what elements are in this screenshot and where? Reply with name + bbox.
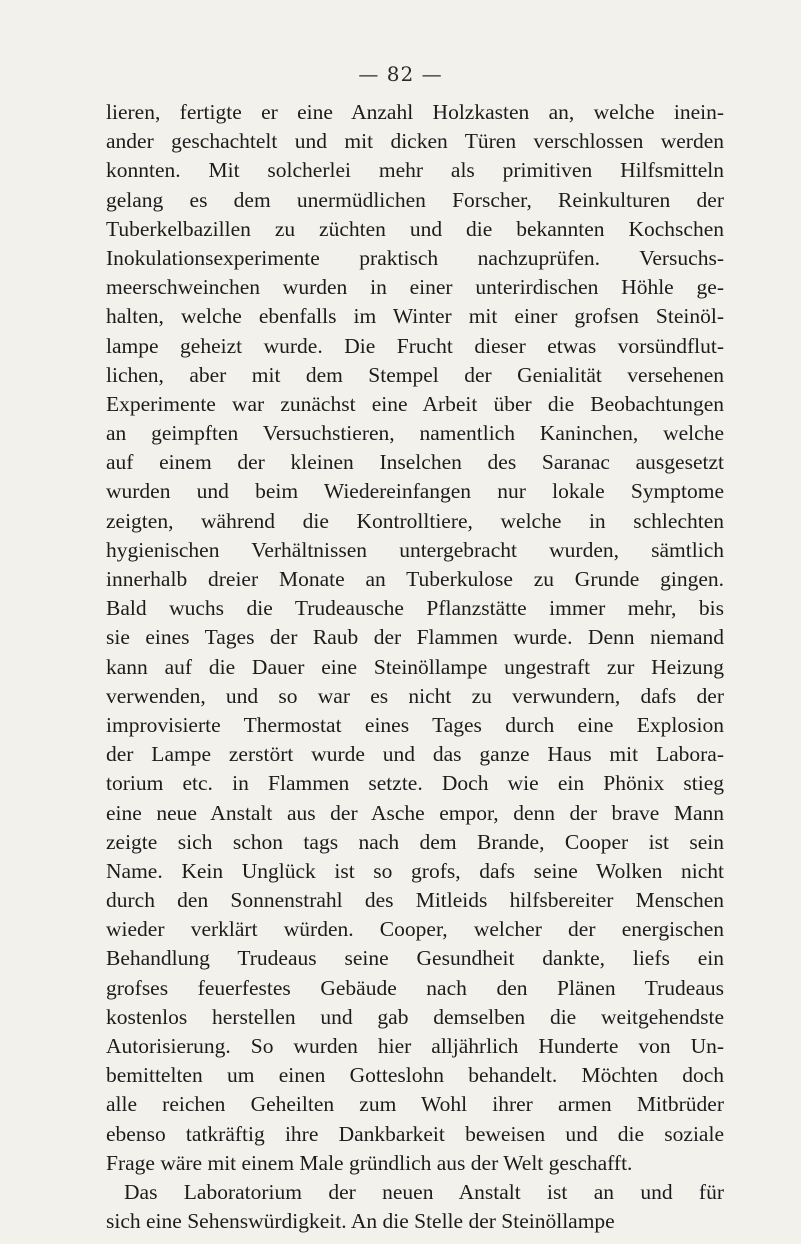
text-line: ebenso tatkräftig ihre Dankbarkeit beweisen und die soziale	[106, 1121, 724, 1146]
text-line: zeigte sich schon tags nach dem Brande, Cooper ist sein	[106, 829, 724, 854]
text-line: an geimpften Versuchstieren, namentlich Kaninchen, welche	[106, 421, 724, 446]
text-line: Das Laboratorium der neuen Anstalt ist an und für	[124, 1179, 724, 1204]
text-line: gelang es dem unermüdlichen Forscher, Reinkulturen der	[106, 187, 724, 212]
text-line: konnten. Mit solcherlei mehr als primitiven Hilfsmitteln	[106, 158, 724, 183]
text-line: Frage wäre mit einem Male gründlich aus der Welt geschafft.	[106, 1150, 633, 1175]
text-line: lieren, fertigte er eine Anzahl Holzkasten an, welche inein-	[106, 100, 724, 124]
text-line: hygienischen Verhältnissen untergebracht wurden, sämtlich	[106, 537, 724, 562]
text-line: alle reichen Geheilten zum Wohl ihrer armen Mitbrüder	[106, 1092, 724, 1117]
text-line: auf einem der kleinen Inselchen des Saranac ausgesetzt	[106, 450, 724, 475]
text-line: Autorisierung. So wurden hier alljährlich Hunderte von Un-	[106, 1034, 724, 1058]
text-line: wurden und beim Wiedereinfangen nur lokale Symptome	[106, 479, 724, 504]
text-line: verwenden, und so war es nicht zu verwundern, dafs der	[106, 683, 724, 708]
text-line: torium etc. in Flammen setzte. Doch wie ein Phönix stieg	[106, 771, 724, 796]
text-line: kostenlos herstellen und gab demselben die weitgehendste	[106, 1004, 724, 1029]
text-line: Experimente war zunächst eine Arbeit über die Beobachtungen	[106, 391, 724, 416]
text-line: sie eines Tages der Raub der Flammen wurde. Denn niemand	[106, 625, 724, 650]
text-line: grofses feuerfestes Gebäude nach den Plänen Trudeaus	[106, 975, 724, 1000]
text-line: zeigten, während die Kontrolltiere, welche in schlechten	[106, 508, 724, 533]
text-line: lampe geheizt wurde. Die Frucht dieser etwas vorsündflut-	[106, 333, 724, 358]
text-line: eine neue Anstalt aus der Asche empor, denn der brave Mann	[106, 800, 724, 825]
text-line: wieder verklärt würden. Cooper, welcher der energischen	[106, 917, 724, 942]
text-line: Name. Kein Unglück ist so grofs, dafs seine Wolken nicht	[106, 858, 724, 883]
text-line: durch den Sonnenstrahl des Mitleids hilfsbereiter Menschen	[106, 888, 724, 913]
text-line: der Lampe zerstört wurde und das ganze Haus mit Labora-	[106, 742, 724, 767]
text-line: Behandlung Trudeaus seine Gesundheit dankte, liefs ein	[106, 946, 724, 971]
text-line: ander geschachtelt und mit dicken Türen verschlossen werden	[106, 129, 724, 154]
text-line: bemittelten um einen Gotteslohn behandelt. Möchten doch	[106, 1063, 724, 1088]
text-line: Inokulationsexperimente praktisch nachzuprüfen. Versuchs-	[106, 245, 724, 270]
text-line: halten, welche ebenfalls im Winter mit einer grofsen Steinöl-	[106, 304, 724, 329]
text-line: Bald wuchs die Trudeausche Pflanzstätte immer mehr, bis	[106, 596, 724, 621]
body-text	[106, 98, 724, 1236]
text-line: lichen, aber mit dem Stempel der Genialität versehenen	[106, 362, 724, 387]
text-line: improvisierte Thermostat eines Tages durch eine Explosion	[106, 712, 724, 737]
page-number: — 82 —	[358, 62, 443, 86]
text-line: meerschweinchen wurden in einer unterirdischen Höhle ge-	[106, 275, 724, 300]
text-line: innerhalb dreier Monate an Tuberkulose zu Grunde gingen.	[106, 567, 724, 591]
text-line: Tuberkelbazillen zu züchten und die bekannten Kochschen	[106, 216, 724, 241]
text-line: sich eine Sehenswürdigkeit. An die Stelle der Steinöllampe	[106, 1209, 615, 1234]
text-line: kann auf die Dauer eine Steinöllampe ungestraft zur Heizung	[106, 654, 724, 679]
